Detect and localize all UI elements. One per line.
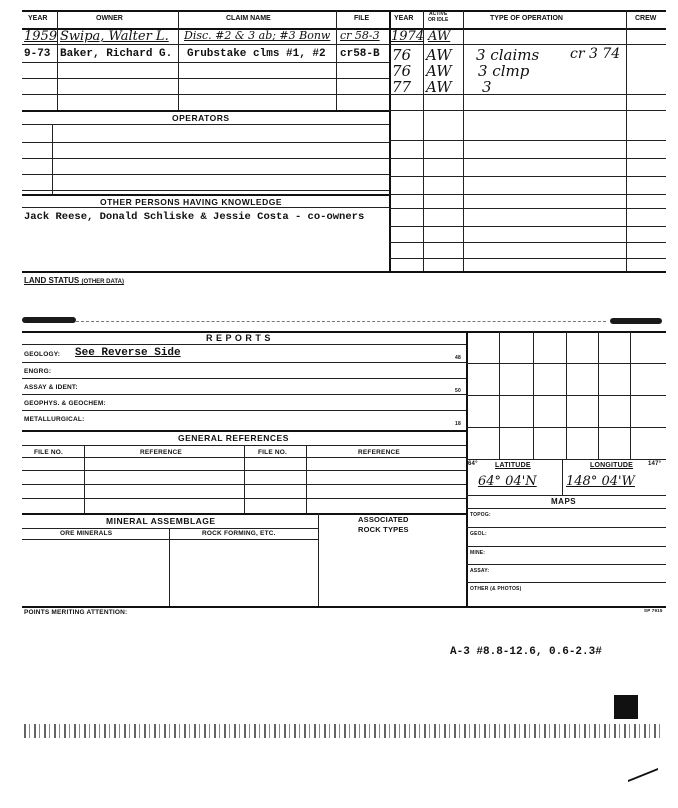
grid-row xyxy=(466,395,666,396)
activity-year-3: 76 xyxy=(392,62,412,80)
row2-file: cr58-B xyxy=(340,48,380,60)
row-line xyxy=(22,528,318,529)
assoc-rock-1: ASSOCIATED xyxy=(358,515,409,524)
row-line xyxy=(22,539,318,540)
mark-50: 50 xyxy=(455,388,461,394)
mineral-bottom xyxy=(22,606,666,608)
row-line xyxy=(22,142,389,143)
grid-row xyxy=(466,459,666,460)
activity-op-3: 3 clmp xyxy=(478,62,530,80)
engrg-label: ENGRG: xyxy=(24,368,52,375)
reference-header-1: REFERENCE xyxy=(140,449,182,456)
scan-bar-right xyxy=(610,318,662,324)
row-line xyxy=(22,378,466,379)
col-line xyxy=(52,124,53,194)
row-line xyxy=(22,207,389,208)
row1-owner: Swipa, Walter L. xyxy=(60,29,169,44)
operators-title: OPERATORS xyxy=(172,113,230,123)
rock-forming-header: ROCK FORMING, ETC. xyxy=(202,530,276,537)
reports-top xyxy=(22,331,666,333)
scan-noise-band xyxy=(24,724,660,738)
row-line xyxy=(22,190,389,191)
row-line xyxy=(389,194,666,195)
row-line xyxy=(389,258,666,259)
maps-mine: MINE: xyxy=(470,550,486,556)
file-no-header-2: FILE NO. xyxy=(258,449,288,456)
activity-crew-2: cr 3 74 xyxy=(570,46,621,62)
row-line xyxy=(22,62,389,63)
geology-value: See Reverse Side xyxy=(75,347,181,359)
claim-name-header: CLAIM NAME xyxy=(226,15,271,22)
scan-stroke xyxy=(628,752,658,782)
file-no-header-1: FILE NO. xyxy=(34,449,64,456)
owner-header: OWNER xyxy=(96,15,123,22)
geology-label: GEOLOGY: xyxy=(24,351,61,358)
maps-title: MAPS xyxy=(551,497,577,506)
row-line xyxy=(22,410,466,411)
row-line xyxy=(389,226,666,227)
scan-bar-left xyxy=(22,317,76,323)
latitude-label: LATITUDE xyxy=(495,462,531,469)
mineral-title: MINERAL ASSEMBLAGE xyxy=(106,516,216,526)
latitude-value: 64° 04'N xyxy=(478,474,537,489)
col-line xyxy=(336,28,337,110)
row-line xyxy=(22,78,389,79)
row-line xyxy=(389,158,666,159)
row-line xyxy=(22,344,466,345)
row1-claim: Disc. #2 & 3 ab; #3 Bonw xyxy=(184,29,331,42)
top-border xyxy=(22,10,666,12)
longitude-value: 148° 04'W xyxy=(566,474,635,489)
maps-topog: TOPOG: xyxy=(470,512,491,518)
col-line xyxy=(423,10,424,272)
maps-assay: ASSAY: xyxy=(470,568,490,574)
other-persons-text: Jack Reese, Donald Schliske & Jessie Costa - co-owners xyxy=(24,211,365,223)
row-line xyxy=(466,582,666,583)
row-line xyxy=(466,546,666,547)
scan-line xyxy=(76,321,606,322)
col-line xyxy=(57,28,58,110)
activity-op-4: 3 xyxy=(482,78,492,96)
row-line xyxy=(389,44,666,45)
row-line xyxy=(389,208,666,209)
col-line xyxy=(306,445,307,513)
year2-header: YEAR xyxy=(394,15,414,22)
activity-status-1: AW xyxy=(428,29,451,44)
general-references-title: GENERAL REFERENCES xyxy=(178,433,289,443)
grid-row xyxy=(466,427,666,428)
row1-file: cr 58-3 xyxy=(340,29,380,42)
coord-divider xyxy=(562,459,563,495)
col-line xyxy=(463,10,464,272)
activity-year-2: 76 xyxy=(392,46,412,64)
col-line xyxy=(169,528,170,607)
points-meriting-label: POINTS MERITING ATTENTION: xyxy=(24,609,128,616)
land-status-label: LAND STATUS (OTHER DATA) xyxy=(24,276,124,285)
row2-owner: Baker, Richard G. xyxy=(60,48,173,60)
activity-status-4: AW xyxy=(426,78,452,96)
row1-year: 1959 xyxy=(24,29,58,44)
type-of-operation-header: TYPE OF OPERATION xyxy=(490,15,563,22)
row2-claim: Grubstake clms #1, #2 xyxy=(187,48,326,60)
row-line xyxy=(466,527,666,528)
mark-48: 48 xyxy=(455,355,461,361)
metallurgical-label: METALLURGICAL: xyxy=(24,416,85,423)
row-line xyxy=(466,495,666,496)
maps-geol: GEOL: xyxy=(470,531,487,537)
row-line xyxy=(466,508,666,509)
geophys-label: GEOPHYS. & GEOCHEM: xyxy=(24,400,106,407)
row-line xyxy=(466,564,666,565)
row-line xyxy=(389,140,666,141)
mark-18: 18 xyxy=(455,421,461,427)
scan-block xyxy=(614,695,638,719)
activity-status-3: AW xyxy=(426,62,452,80)
crew-header: CREW xyxy=(635,15,657,22)
reports-right-divider xyxy=(466,331,468,607)
row-line xyxy=(22,94,389,95)
row-line xyxy=(22,362,466,363)
row-line xyxy=(22,174,389,175)
col-line xyxy=(57,10,58,28)
col-line xyxy=(244,445,245,513)
row-line xyxy=(22,394,466,395)
row-line xyxy=(389,242,666,243)
row-line xyxy=(389,176,666,177)
activity-op-2: 3 claims xyxy=(476,46,540,64)
row-line xyxy=(22,124,389,125)
year-header: YEAR xyxy=(28,15,48,22)
activity-year-1: 1974 xyxy=(391,29,425,44)
assay-label: ASSAY & IDENT: xyxy=(24,384,78,391)
reference-header-2: REFERENCE xyxy=(358,449,400,456)
activity-status-2: AW xyxy=(426,46,452,64)
col-line xyxy=(336,10,337,28)
longitude-label: LONGITUDE xyxy=(590,462,634,469)
active-idle-header: ACTIVE OR IDLE xyxy=(428,11,449,23)
assay-note: A-3 #8.8-12.6, 0.6-2.3# xyxy=(450,646,602,658)
form-number: SP 7915 xyxy=(644,608,663,613)
other-persons-title: OTHER PERSONS HAVING KNOWLEDGE xyxy=(100,197,283,207)
row-line xyxy=(389,110,666,111)
grid-row xyxy=(466,363,666,364)
main-divider xyxy=(389,10,391,272)
lon-mark: 147° xyxy=(648,461,662,467)
col-line xyxy=(626,10,627,272)
row-line xyxy=(22,44,389,45)
col-line xyxy=(84,445,85,513)
assoc-divider xyxy=(318,513,319,607)
lat-mark: 64° xyxy=(468,461,478,467)
operators-top xyxy=(22,110,389,112)
general-references-top xyxy=(22,430,466,432)
ore-minerals-header: ORE MINERALS xyxy=(60,530,113,537)
maps-other: OTHER (& PHOTOS) xyxy=(470,586,522,592)
col-line xyxy=(178,10,179,28)
top-table-bottom xyxy=(22,271,666,273)
row2-year: 9-73 xyxy=(24,48,51,60)
reports-title: R E P O R T S xyxy=(206,333,271,343)
activity-year-4: 77 xyxy=(392,78,412,96)
other-persons-top xyxy=(22,194,389,196)
col-line xyxy=(178,28,179,110)
assoc-rock-2: ROCK TYPES xyxy=(358,525,409,534)
row-line xyxy=(22,158,389,159)
file-header: FILE xyxy=(354,15,370,22)
